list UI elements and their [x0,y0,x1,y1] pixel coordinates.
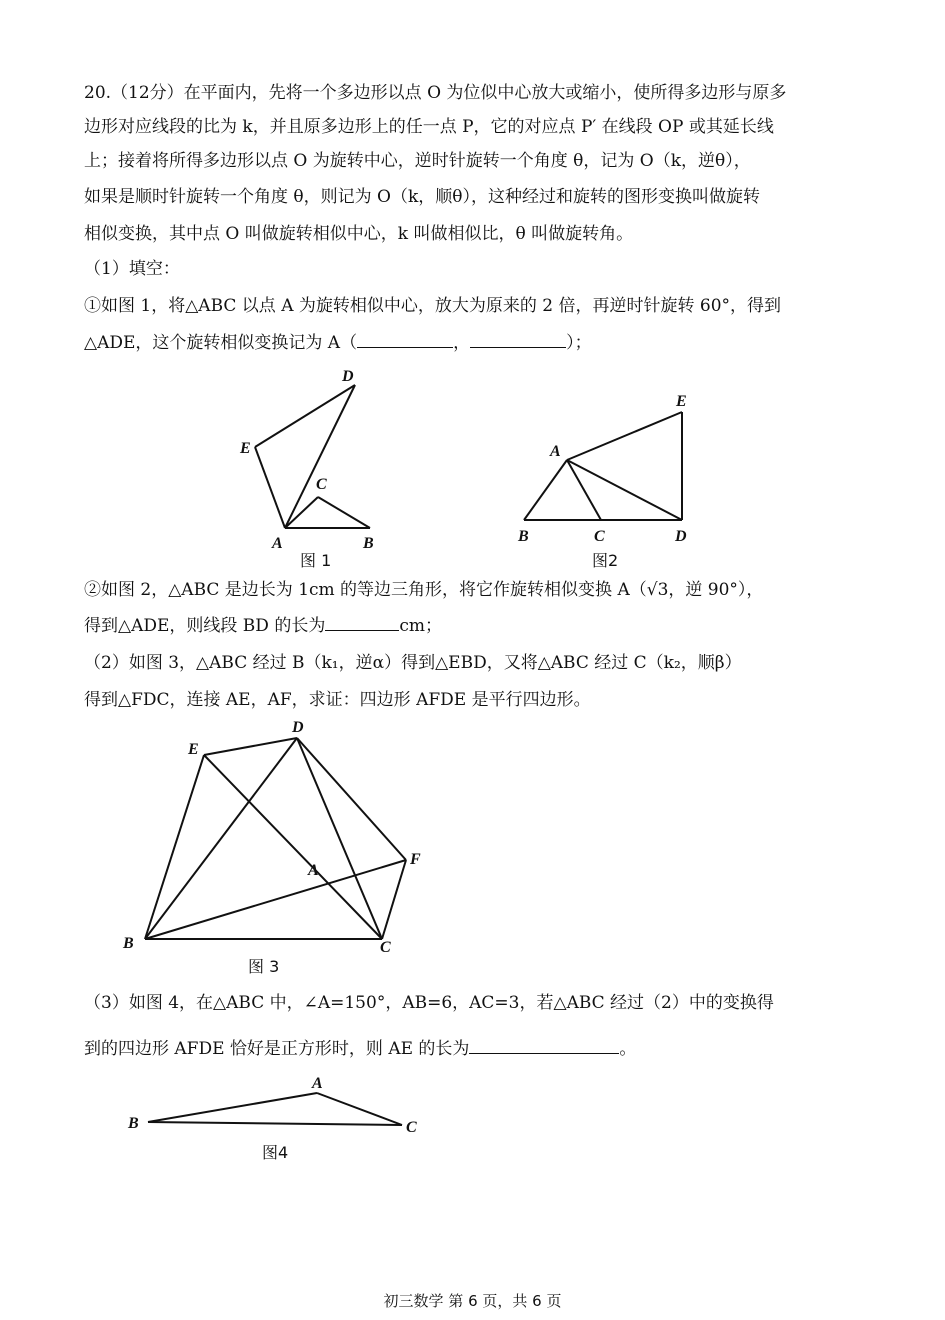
fig2-caption: 图2 [592,551,619,570]
part1-title: （1）填空： [84,259,180,279]
intro-line-3: 上；接着将所得多边形以点 O 为旋转中心，逆时针旋转一个角度 θ，记为 O（k，逆θ）， [84,151,751,171]
fig1-label-A: A [272,535,283,552]
figure-1 [230,365,390,570]
fig2-label-B: B [518,528,529,545]
figure-3 [120,714,430,979]
part1-q1-end: ）； [566,333,592,353]
part3-line-2 [84,1037,885,1060]
fig1-segment-BC [318,497,370,528]
fig3-segment-BE [145,755,204,939]
part3-end: 。 [619,1039,637,1059]
fig3-segment-ED [204,738,297,755]
fig3-segment-DF [297,738,406,860]
fig2-label-D: D [675,528,687,545]
fig3-label-E: E [188,741,199,758]
fig3-label-C: C [380,939,391,956]
fig2-label-A: A [550,443,561,460]
part1-q2-text: 得到△ADE，则线段 BD 的长为 [84,616,326,636]
part1-q2-line-1: ②如图 2，△ABC 是边长为 1cm 的等边三角形，将它作旋转相似变换 A（√3，逆 90°）， [84,580,764,600]
answer-blank-bd[interactable] [325,614,399,631]
figure-4 [120,1068,430,1168]
page-footer: 初三数学 第 6 页，共 6 页 [383,1292,562,1310]
fig3-segment-BF [145,860,406,939]
fig3-label-B: B [123,935,134,952]
fig3-label-A: A [308,862,319,879]
fig4-caption: 图4 [262,1143,289,1162]
fig2-segment-BA [524,460,567,520]
fig2-label-E: E [676,393,687,410]
fig4-segment-BA [148,1093,317,1122]
fig3-label-F: F [410,851,421,868]
part3-text: 到的四边形 AFDE 恰好是正方形时，则 AE 的长为 [84,1039,470,1059]
fig1-label-B: B [363,535,374,552]
fig1-label-D: D [342,368,354,385]
part2-line-1: （2）如图 3，△ABC 经过 B（k₁，逆α）得到△EBD，又将△ABC 经过 C（k₂，顺β） [84,653,742,673]
part1-q1-text: △ADE，这个旋转相似变换记为 A（ [84,333,358,353]
part3-line-1: （3）如图 4，在△ABC 中，∠A=150°，AB=6，AC=3，若△ABC 经过（2）中的变换得 [84,993,774,1013]
intro-line-4: 如果是顺时针旋转一个角度 θ，则记为 O（k，顺θ），这种经过和旋转的图形变换叫做旋转 [84,187,761,207]
fig3-caption: 图 3 [248,957,280,976]
fig3-segment-EC [204,755,382,939]
intro-line-1: 20.（12分）在平面内，先将一个多边形以点 O 为位似中心放大或缩小，使所得多边形与原多 [84,83,787,103]
fig3-segment-BD [145,738,297,939]
answer-blank-theta[interactable] [470,331,566,348]
fig1-label-E: E [240,440,251,457]
fig1-caption: 图 1 [300,551,332,570]
fig4-label-B: B [128,1115,139,1132]
answer-blank-k[interactable] [357,331,453,348]
fig4-segment-AC [317,1093,402,1125]
fig4-label-C: C [406,1119,417,1136]
fig1-segment-CA [285,497,318,528]
fig2-segment-AE [567,412,682,460]
intro-line-5: 相似变换，其中点 O 叫做旋转相似中心，k 叫做相似比，θ 叫做旋转角。 [84,224,634,244]
part2-line-2: 得到△FDC，连接 AE，AF，求证：四边形 AFDE 是平行四边形。 [84,690,591,710]
fig3-segment-FC [382,860,406,939]
part1-q1-line-2 [84,331,885,354]
intro-line-2: 边形对应线段的比为 k，并且原多边形上的任一点 P，它的对应点 P′ 在线段 OP 或其延长线 [84,117,774,137]
fig3-segment-DC [297,738,382,939]
part1-q2-unit: cm； [399,616,442,636]
part1-q2-line-2 [84,614,885,637]
fig2-label-C: C [594,528,605,545]
fig4-label-A: A [312,1075,323,1092]
fig3-label-D: D [292,719,304,736]
fig1-label-C: C [316,476,327,493]
fig1-segment-EA [255,447,285,528]
answer-blank-ae[interactable] [469,1037,619,1054]
figure-2 [510,388,700,573]
part1-q1-line-1: ①如图 1，将△ABC 以点 A 为旋转相似中心，放大为原来的 2 倍，再逆时针旋转 60°，得到 [84,296,782,316]
fig4-segment-BC [148,1122,402,1125]
part1-q1-comma: ， [453,333,471,353]
